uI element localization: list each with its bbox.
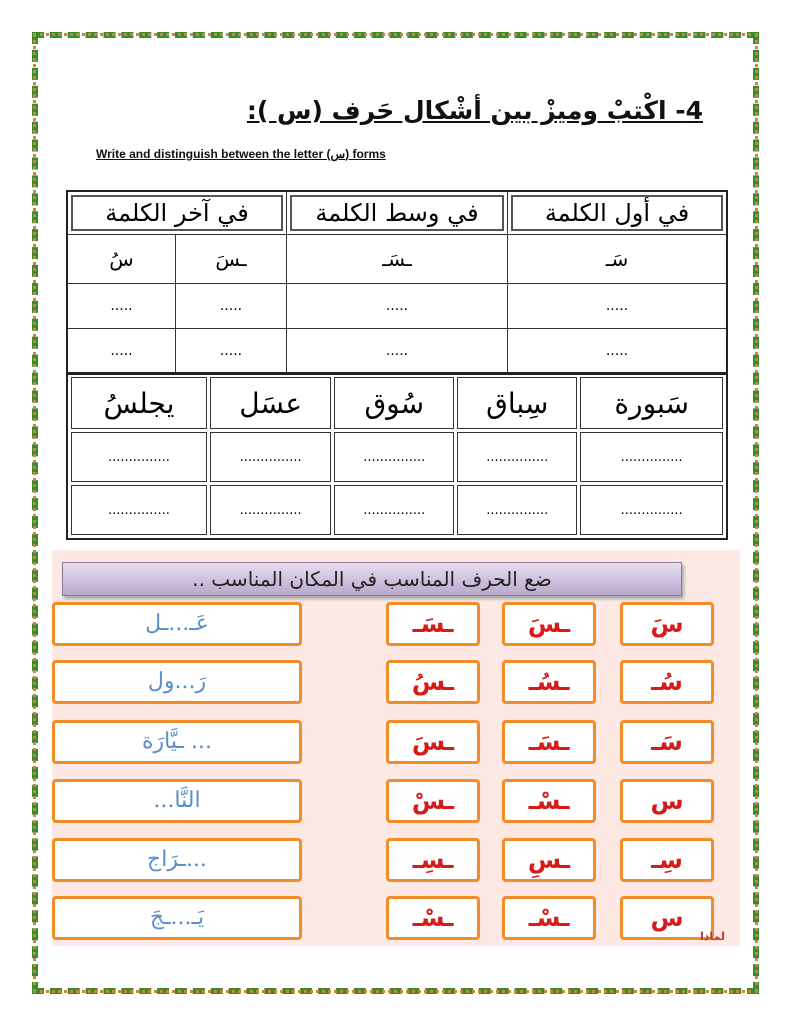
exercise-title: 4- اكْتبْ وميزْ بين أشْكال حَرف (س ): (246, 96, 703, 125)
form-cell: سَـ (508, 235, 728, 284)
letter-option[interactable]: سِـ (620, 838, 714, 882)
word-cell: سَبورة (580, 377, 723, 429)
blank-cell[interactable]: ............... (71, 485, 207, 535)
blank-cell[interactable]: ..... (176, 284, 287, 329)
letter-option[interactable]: ـسَ (386, 720, 480, 764)
blank-cell[interactable]: ..... (176, 329, 287, 375)
letter-option[interactable]: ـسُـ (502, 660, 596, 704)
word-box[interactable]: يَـ...ـجَ (52, 896, 302, 940)
word-box[interactable]: عَـ...ـل (52, 602, 302, 646)
site-logo: لماذا (700, 930, 726, 943)
blank-cell[interactable]: ............... (457, 485, 577, 535)
letter-option[interactable]: سَ (620, 602, 714, 646)
word-cell: عسَل (210, 377, 331, 429)
letter-option[interactable]: ـسْـ (502, 779, 596, 823)
letter-option[interactable]: سُـ (620, 660, 714, 704)
letter-forms-table (66, 190, 728, 375)
word-box[interactable]: رَ...ول (52, 660, 302, 704)
letter-option[interactable]: ـسَـ (386, 602, 480, 646)
letter-option[interactable]: س (620, 779, 714, 823)
blank-cell[interactable]: ............... (334, 485, 454, 535)
blank-cell[interactable]: ..... (287, 284, 508, 329)
blank-cell[interactable]: ..... (67, 284, 176, 329)
form-cell: ـسَ (176, 235, 287, 284)
word-cell: يجلسُ (71, 377, 207, 429)
word-cell: سُوق (334, 377, 454, 429)
blank-cell[interactable]: ............... (334, 432, 454, 482)
blank-cell[interactable]: ............... (210, 485, 331, 535)
letter-option[interactable]: ـسْ (386, 779, 480, 823)
letter-option[interactable]: ـسُ (386, 660, 480, 704)
letter-option[interactable]: ـسِـ (386, 838, 480, 882)
blank-cell[interactable]: ..... (67, 329, 176, 375)
word-box[interactable]: النَّا... (52, 779, 302, 823)
word-box[interactable]: ... ـيَّارَة (52, 720, 302, 764)
header-first: في أول الكلمة (508, 191, 728, 235)
letter-option[interactable]: سَـ (620, 720, 714, 764)
blank-cell[interactable]: ............... (71, 432, 207, 482)
blank-cell[interactable]: ............... (457, 432, 577, 482)
word-box[interactable]: ...ـرَاج (52, 838, 302, 882)
instruction-banner: ضع الحرف المناسب في المكان المناسب .. (62, 562, 682, 596)
blank-cell[interactable]: ............... (580, 432, 723, 482)
blank-cell[interactable]: ............... (210, 432, 331, 482)
letter-option[interactable]: س (620, 896, 714, 940)
form-cell: ـسَـ (287, 235, 508, 284)
letter-option[interactable]: ـسَـ (502, 720, 596, 764)
letter-option[interactable]: ـسْـ (502, 896, 596, 940)
letter-option[interactable]: ـسْـ (386, 896, 480, 940)
words-table (66, 372, 728, 540)
blank-cell[interactable]: ..... (508, 329, 728, 375)
header-last: في آخر الكلمة (67, 191, 287, 235)
letter-option[interactable]: ـسَ (502, 602, 596, 646)
word-cell: سِباق (457, 377, 577, 429)
letter-option[interactable]: ـسِ (502, 838, 596, 882)
blank-cell[interactable]: ..... (508, 284, 728, 329)
blank-cell[interactable]: ............... (580, 485, 723, 535)
header-middle: في وسط الكلمة (287, 191, 508, 235)
blank-cell[interactable]: ..... (287, 329, 508, 375)
form-cell: سُ (67, 235, 176, 284)
exercise-subtitle: Write and distinguish between the letter (س) forms (96, 147, 386, 161)
